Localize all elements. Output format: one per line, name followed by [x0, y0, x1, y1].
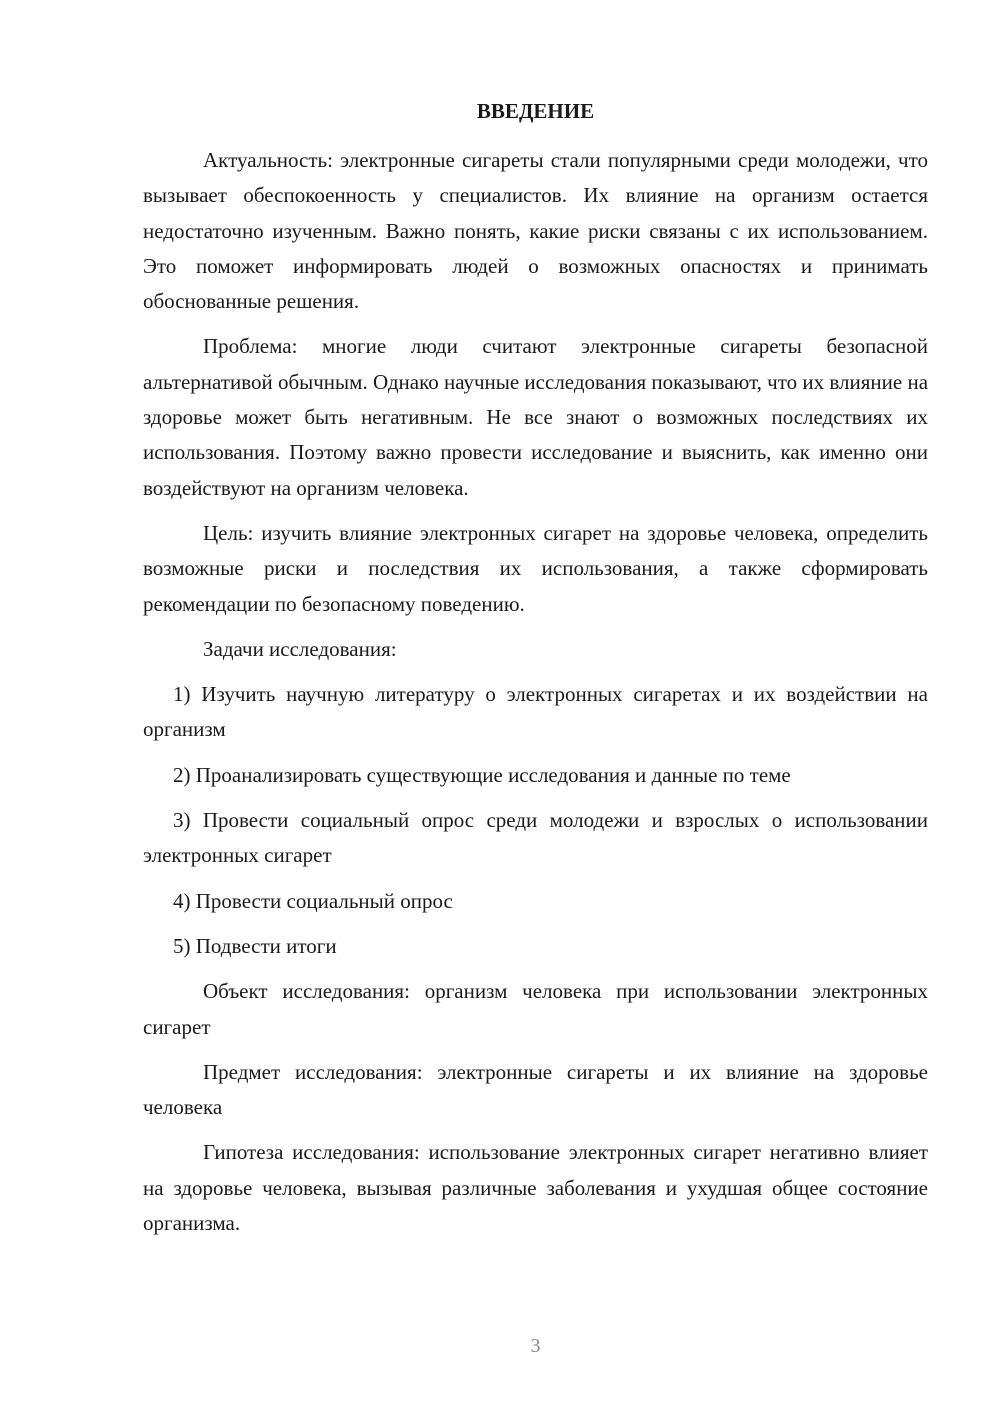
page-number: 3	[530, 1335, 541, 1357]
section-body	[143, 143, 928, 1251]
paragraph-hypothesis: Гипотеза исследования: использование электронных сигарет негативно влияет на здоровье человека, вызывая различные заболевания и ухудшая общее состояние организма.	[143, 1140, 928, 1236]
task-item-5: 5) Подвести итоги	[173, 933, 337, 958]
task-item-4: 4) Провести социальный опрос	[173, 888, 453, 913]
paragraph-problem: Проблема: многие люди считают электронные сигареты безопасной альтернативой обычным. Однако научные исследования показывают, что их влияние на здоровье может быть негативным. Не все знают о возможных последствиях их использования. Поэтому важно провести исследование и выяснить, как именно они воздействуют на организм человека.	[143, 334, 929, 500]
task-item-2: 2) Проанализировать существующие исследования и данные по теме	[173, 762, 791, 787]
task-item-3: 3) Провести социальный опрос среди молодежи и взрослых о использовании электронных сигарет	[143, 808, 928, 868]
paragraph-object: Объект исследования: организм человека при использовании электронных сигарет	[143, 979, 928, 1039]
paragraph-goal: Цель: изучить влияние электронных сигарет на здоровье человека, определить возможные риски и последствия их использования, а также сформировать рекомендации по безопасному поведению.	[143, 520, 928, 616]
section-title: ВВЕДЕНИЕ	[476, 99, 595, 123]
paragraph-tasks-heading: Задачи исследования:	[203, 636, 397, 661]
paragraph-relevance: Актуальность: электронные сигареты стали популярными среди молодежи, что вызывает обеспокоенность у специалистов. Их влияние на организм остается недостаточно изученным. Важно понять, какие риски связаны с их использованием. Это поможет информировать людей о возможных опасностях и принимать обоснованные решения.	[143, 148, 928, 314]
document-page	[143, 0, 928, 1414]
task-item-1: 1) Изучить научную литературу о электронных сигаретах и их воздействии на организм	[143, 682, 928, 742]
paragraph-subject: Предмет исследования: электронные сигареты и их влияние на здоровье человека	[143, 1059, 928, 1120]
